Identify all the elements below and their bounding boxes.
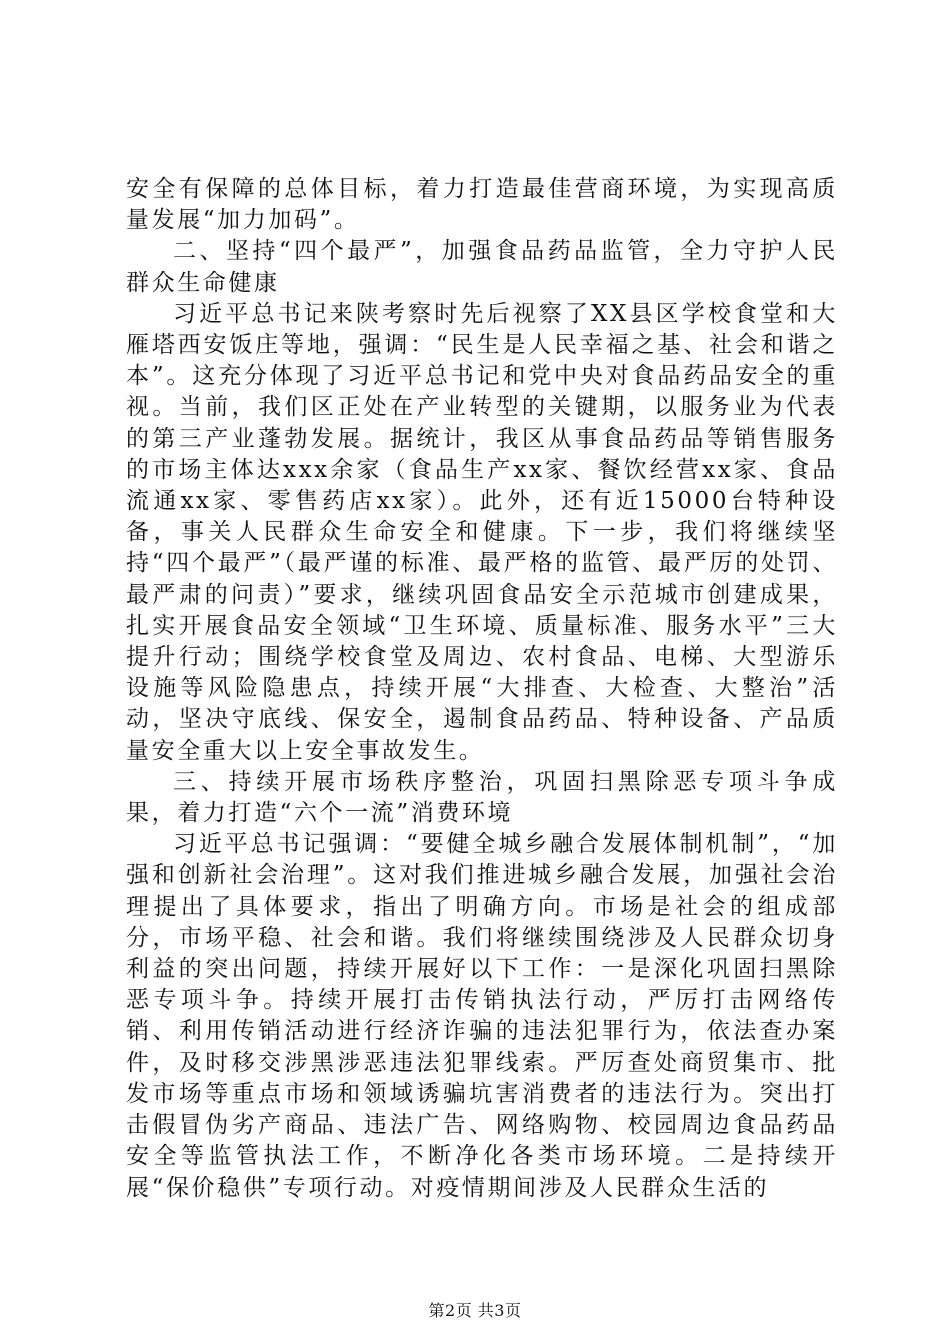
paragraph-continuation: 安全有保障的总体目标，着力打造最佳营商环境，为实现高质量发展“加力加码”。 — [126, 176, 838, 234]
document-body — [126, 174, 838, 1204]
page-number-footer: 第2页 共3页 — [428, 1301, 522, 1320]
section-heading-2: 二、坚持“四个最严”，加强食品药品监管，全力守护人民群众生命健康 — [126, 238, 838, 296]
section-heading-3: 三、持续开展市场秩序整治，巩固扫黑除恶专项斗争成果，着力打造“六个一流”消费环境 — [126, 768, 838, 827]
paragraph-food-drug-safety: 习近平总书记来陕考察时先后视察了XX县区学校食堂和大雁塔西安饭庄等地，强调：“民生是人民幸福之基、社会和谐之本”。这充分体现了习近平总书记和党中央对食品药品安全的重视。当前，我们区正处在产业转型的关键期，以服务业为代表的第三产业蓬勃发展。据统计，我区从事食品药品等销售服务的市场主体达xxx余家（食品生产xx家、餐饮经营xx家、食品流通xx家、零售药店xx家）。此外，还有近15000台特种设备，事关人民群众生命安全和健康。下一步，我们将继续坚持“四个最严”（最严谨的标准、最严格的监管、最严厉的处罚、最严肃的问责）”要求，继续巩固食品安全示范城市创建成果，扎实开展食品安全领域“卫生环境、质量标准、服务水平”三大提升行动；围绕学校食堂及周边、农村食品、电梯、大型游乐设施等风险隐患点，持续开展“大排查、大检查、大整治”活动，坚决守底线、保安全，遏制食品药品、特种设备、产品质量安全重大以上安全事故发生。 — [126, 300, 838, 764]
paragraph-market-order: 习近平总书记强调：“要健全城乡融合发展体制机制”，“加强和创新社会治理”。这对我们推进城乡融合发展，加强社会治理提出了具体要求，指出了明确方向。市场是社会的组成部分，市场平稳、社会和谐。我们将继续围绕涉及人民群众切身利益的突出问题，持续开展好以下工作：一是深化巩固扫黑除恶专项斗争。持续开展打击传销执法行动，严厉打击网络传销、利用传销活动进行经济诈骗的违法犯罪行为，依法查办案件，及时移交涉黑涉恶违法犯罪线索。严厉查处商贸集市、批发市场等重点市场和领域诱骗坑害消费者的违法行为。突出打击假冒伪劣产商品、违法广告、网络购物、校园周边食品药品安全等监管执法工作，不断净化各类市场环境。二是持续开展“保价稳供”专项行动。对疫情期间涉及人民群众生活的 — [126, 831, 838, 1201]
